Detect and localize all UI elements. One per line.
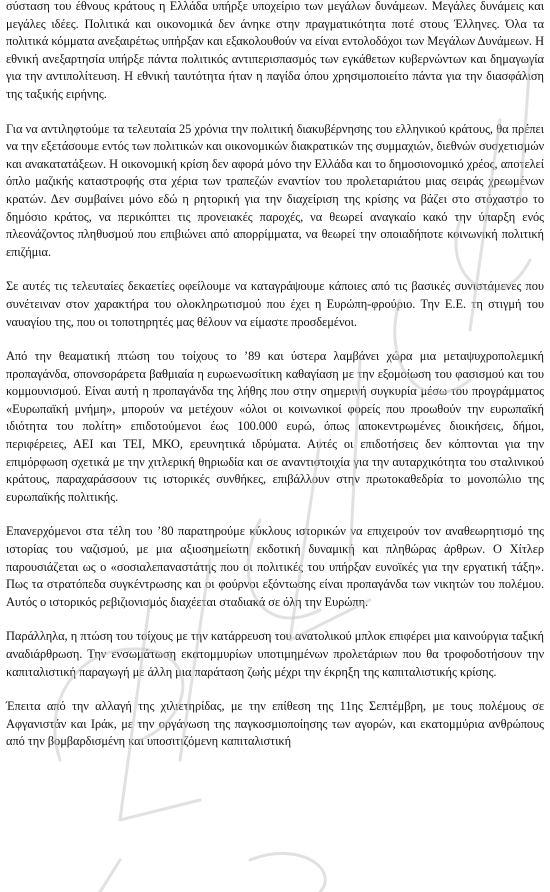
paragraph-5: Επανερχόμενοι στα τέλη του ’80 παρατηρούμε κύκλους ιστορικών να επιχειρούν τον αναθεωρητισμό της ιστορίας του ναζισμού, με μια αξιοσημείωτη εκδοτική δυναμική και πληθώρας άρθρων. Ο Χίτλερ παρουσιάζεται ως ο «σοσιαλεπαναστάτης που οι πολιτικές του υπήρξαν ευνοϊκές για την εργατική τάξη». Πως τα στρατόπεδα συγκέντρωσης και οι φούρνοι εξόντωσης είναι προπαγάνδα των νικητών του πολέμου. Αυτός ο ιστορικός ρεβιζιονισμός διαχέεται σταδιακά σε όλη την Ευρώπη.	[6, 524, 544, 609]
paragraph-1: σύσταση του έθνους κράτους η Ελλάδα υπήρξε υποχείριο των μεγάλων δυνάμεων. Μεγάλες δυνάμεις και μεγάλες ιδέες. Πολιτικά και οικονομικά δεν άνηκε στην πραγματικότητα ποτέ στους Έλληνες. Όλα τα πολιτικά κόμματα ανεξαιρέτως υπήρξαν και εξακολουθούν να είναι εντολοδόχοι των Μεγάλων Δυνάμεων. Η εθνική ανεξαρτησία υπήρξε πάντα πολιτικός αντιπερισπασμός των εγκάθετων κυβερνώντων και δημαγωγία για την αντιπολίτευση. Η εθνική ταυτότητα ήταν η παγίδα όπου χρησιμοποιείτο πάντα για την διασφάλιση της ταξικής ειρήνης.	[6, 0, 544, 101]
paragraph-4: Από την θεαματική πτώση του τοίχους το ’89 και ύστερα λαμβάνει χώρα μια μεταψυχροπολεμική προπαγάνδα, σπονσοράρετα βαθμιαία η ευρωενωσίτικη καθαγίαση με την εξομοίωση του φασισμού και του κομμουνισμού. Είναι αυτή η προπαγάνδα της λήθης που στην σημερινή συγκυρία μέσω του προγράμματος «Ευρωπαϊκή μνήμη», μπορούν να μετέχουν «όλοι οι κοινωνικοί φορείς που προωθούν την ευρωπαϊκή ιδιότητα του πολίτη» επιδοτούμενοι έως 100.000 ευρώ, όπως αποκεντρωμένες διοικήσεις, δήμοι, περιφέρειες, ΑΕΙ και ΤΕΙ, ΜΚΟ, ερευνητικά ιδρύματα. Αυτές οι επιδοτήσεις δεν κόπτονται για την επιμόρφωση σχετικά με την χιτλερική θηριωδία και σε αναντιστοιχία για την αυταρχικότητα του σταλινικού κράτους, παραχαράσσουν τις ιστορικές συνθήκες, επιβάλλουν στην πρωτοκαθεδρία το μονοπώλιο της ευρωπαϊκής πολιτικής.	[6, 349, 544, 504]
paragraph-2: Για να αντιληφτούμε τα τελευταία 25 χρόνια την πολιτική διακυβέρνησης του ελληνικού κράτους, θα πρέπει να την εξετάσουμε εντός των πολιτικών και οικονομικών διακρατικών της συμμαχιών, διεθνών συσχετισμών και ανακατατάξεων. Η οικονομική κρίση δεν αφορά μόνο την Ελλάδα και το δημοσιονομικό χρέος, αποτελεί όπλο μαζικής καταστροφής στα χέρια των τραπεζών εναντίον του προλεταριάτου μιας σειράς χρεωμένων κρατών. Δεν συμβαίνει μόνο εδώ η ρητορική για την διαχείριση της κρίσης να βάζει στο στόχαστρο το δημόσιο κράτος, να περικόπτει τις προνειακές παροχές, να θεωρεί αναγκαίο κακό την ύπαρξη ενός πλεονάζοντος πληθυσμού που επιβιώνει από απορρίμματα, να θεωρεί την οποιαδήποτε κοινωνική πολιτική επιζήμια.	[6, 121, 544, 259]
paragraph-3: Σε αυτές τις τελευταίες δεκαετίες οφείλουμε να καταγράψουμε κάποιες από τις βασικές συνιστάμενες που συνέτειναν στον χαρακτήρα του ολοκληρωτισμού που έχει η Ευρώπη-φρούριο. Την Ε.Ε. τη στιγμή του ναυαγίου της, που οι τοποτηρητές μας θέλουν να είμαστε προσδεμένοι.	[6, 279, 544, 329]
document-page	[6, 0, 544, 768]
paragraph-7: Έπειτα από την αλλαγή της χιλιετηρίδας, με την επίθεση της 11ης Σεπτέμβρη, με τους πολέμους σε Αφγανιστάν και Ιράκ, με την οργάνωση της παγκοσμιοποίησης των αγορών, και εκατομμύρια ανθρώπους από την βομβαρδισμένη και υποσιτιζόμενη καπιταλιστική	[6, 699, 544, 749]
paragraph-6: Παράλληλα, η πτώση του τοίχους με την κατάρρευση του ανατολικού μπλοκ επιφέρει μια καινούργια ταξική αναδιάρθρωση. Την ενσωμάτωση εκατομμυρίων υποτιμημένων προλετάριων που θα τροφοδοτήσουν την καπιταλιστική παραγωγή με άλλη μια παράταση ζωής μέχρι την έκρηξη της καπιταλιστικής κρίσης.	[6, 629, 544, 679]
